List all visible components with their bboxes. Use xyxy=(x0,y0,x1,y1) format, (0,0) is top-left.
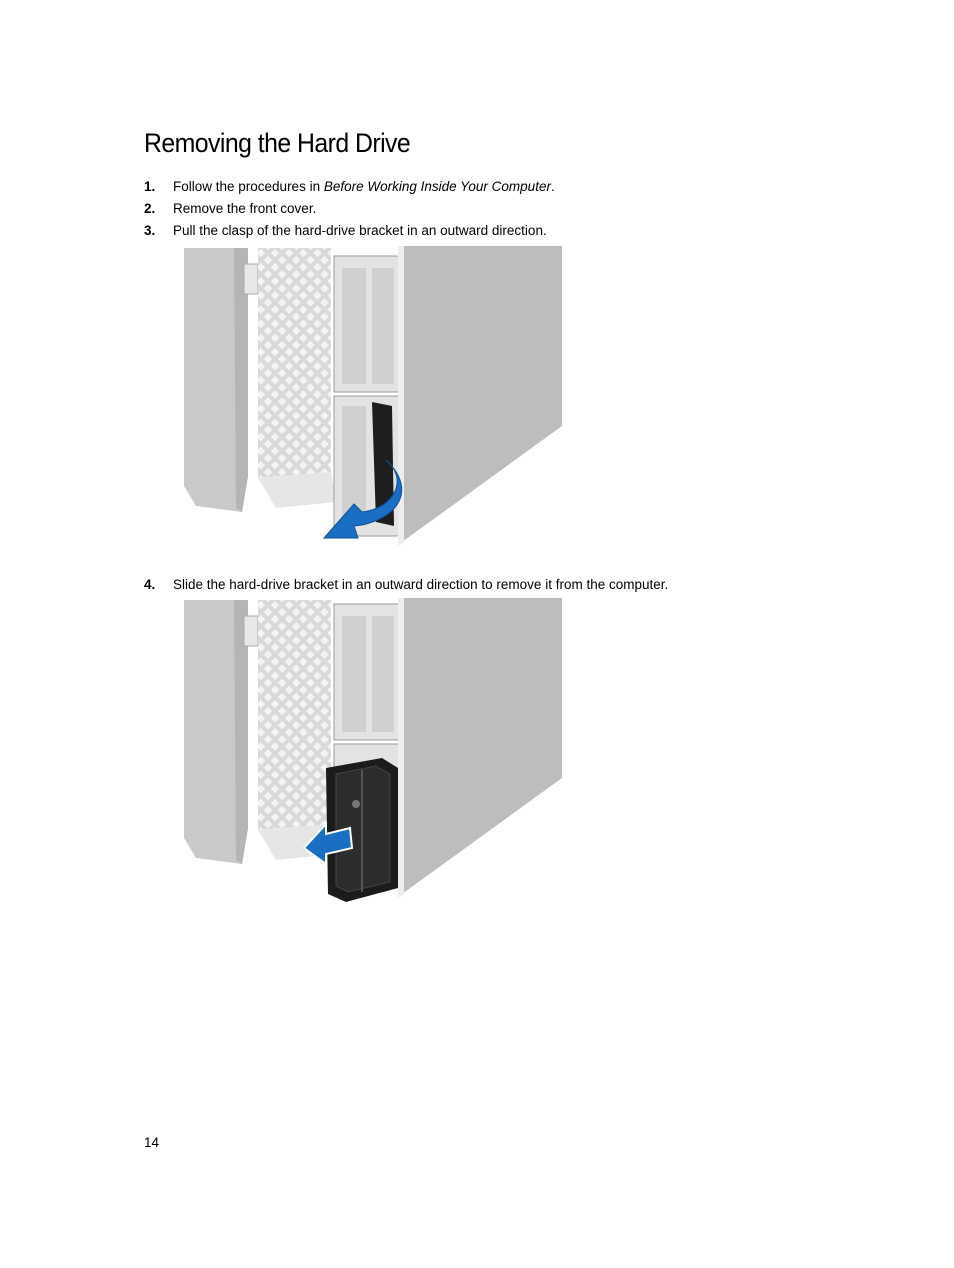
clasp-pull-illustration xyxy=(176,246,562,568)
step-3 xyxy=(144,222,547,240)
cross-reference-link[interactable]: Before Working Inside Your Computer xyxy=(323,179,551,194)
step-4 xyxy=(144,576,668,594)
step-2 xyxy=(144,200,316,218)
mesh-grille xyxy=(258,248,331,478)
step-number: 2. xyxy=(144,201,156,216)
step-number: 3. xyxy=(144,223,156,238)
step-number: 1. xyxy=(144,179,156,194)
bracket-slide-illustration xyxy=(176,598,562,920)
step-1 xyxy=(144,178,555,196)
page-number: 14 xyxy=(144,1135,160,1150)
step-text-end: . xyxy=(550,179,555,194)
step-text: Remove the front cover. xyxy=(173,201,317,216)
step-text: Pull the clasp of the hard-drive bracket in an outward direction. xyxy=(173,223,547,238)
step-text: Slide the hard-drive bracket in an outward direction to remove it from the computer. xyxy=(173,577,669,592)
step-text: Follow the procedures in xyxy=(173,179,324,194)
step-number: 4. xyxy=(144,577,156,592)
mesh-grille xyxy=(258,600,331,830)
page-title: Removing the Hard Drive xyxy=(144,128,411,158)
